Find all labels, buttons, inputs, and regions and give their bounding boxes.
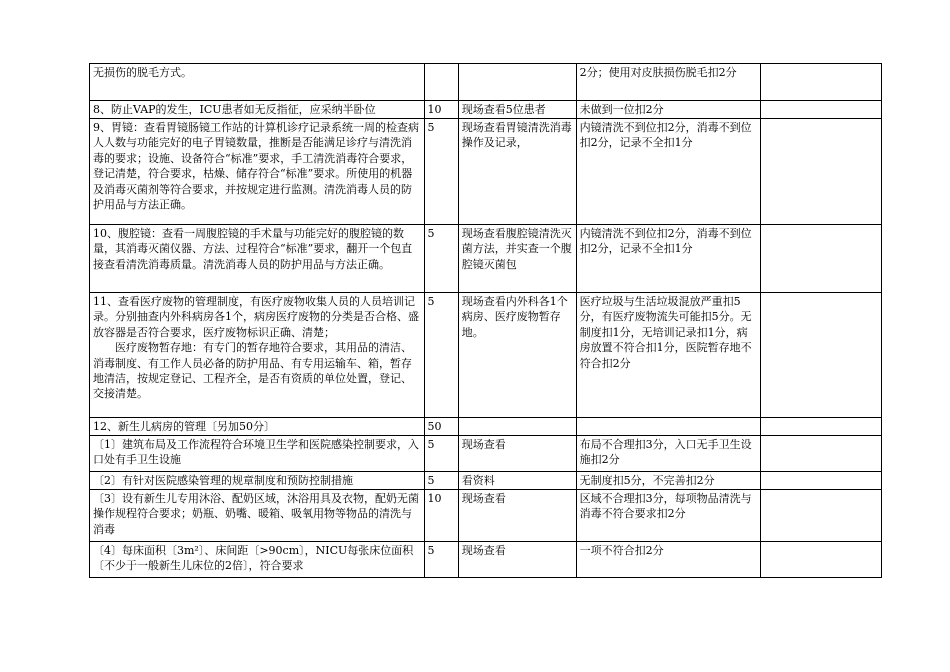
- table-row: [90, 101, 882, 119]
- note-cell: [761, 472, 882, 490]
- table-row: [90, 293, 882, 418]
- item-cell: 12、新生儿病房的管理〔另加50分〕: [90, 418, 425, 436]
- table-row: [90, 119, 882, 225]
- method-cell: 现场查看5位患者: [458, 101, 576, 119]
- item-paragraph: 11、查看医疗废物的管理制度，有医疗废物收集人员的人员培训记录。分别抽查内外科病房各1个，病房医疗废物的分类是否合格、盛放容器是否符合要求，医疗废物标识正确、清楚；: [93, 295, 419, 339]
- method-cell: 现场查看: [458, 542, 576, 578]
- deduct-cell: 未做到一位扣2分: [576, 101, 760, 119]
- score-cell: 50: [424, 418, 458, 436]
- deduct-cell: 内镜清洗不到位扣2分，消毒不到位扣2分，记录不全扣1分: [576, 119, 760, 225]
- item-cell: [90, 293, 425, 418]
- score-cell: 5: [424, 436, 458, 472]
- method-cell: 看资料: [458, 472, 576, 490]
- table-row: [90, 472, 882, 490]
- indented-text: 医疗废物暂存地：有专门的暂存地符合要求，其用品的清洁、消毒制度、有工作人员必备的防护用品、有专用运输车、箱，暂存地清洁，按规定登记、工程齐全，是否有资质的单位处置，登记、交接清楚。: [93, 341, 412, 401]
- score-cell: 5: [424, 293, 458, 418]
- score-cell: 5: [424, 472, 458, 490]
- note-cell: [761, 418, 882, 436]
- deduct-cell: 2分；使用对皮肤损伤脱毛扣2分: [576, 64, 760, 101]
- method-cell: 现场查看内外科各1个病房、医疗废物暂存地。: [458, 293, 576, 418]
- table-row: [90, 418, 882, 436]
- item-paragraph-indented: [93, 340, 421, 402]
- score-cell: 5: [424, 119, 458, 225]
- note-cell: [761, 436, 882, 472]
- method-cell: 现场查看: [458, 490, 576, 542]
- item-cell: 〔1〕建筑布局及工作流程符合环境卫生学和医院感染控制要求，入口处有手卫生设施: [90, 436, 425, 472]
- method-cell: [458, 64, 576, 101]
- evaluation-table: [89, 63, 882, 578]
- item-cell: 8、防止VAP的发生，ICU患者如无反指征，应采纳半卧位: [90, 101, 425, 119]
- table-row: [90, 225, 882, 293]
- deduct-cell: [576, 418, 760, 436]
- note-cell: [761, 293, 882, 418]
- deduct-cell: 区域不合理扣3分，每项物品清洗与消毒不符合要求扣2分: [576, 490, 760, 542]
- method-cell: 现场查看胃镜清洗消毒操作及记录，: [458, 119, 576, 225]
- deduct-cell: 无制度扣5分，不完善扣2分: [576, 472, 760, 490]
- item-cell: 〔2〕有针对医院感染管理的规章制度和预防控制措施: [90, 472, 425, 490]
- note-cell: [761, 542, 882, 578]
- method-cell: [458, 418, 576, 436]
- note-cell: [761, 119, 882, 225]
- score-cell: [424, 64, 458, 101]
- note-cell: [761, 101, 882, 119]
- deduct-cell: 医疗垃圾与生活垃圾混放严重扣5分，有医疗废物流失可能扣5分。无制度扣1分，无培训记录扣1分，病房放置不符合扣1分，医院暂存地不符合扣2分: [576, 293, 760, 418]
- method-cell: 现场查看腹腔镜清洗灭菌方法，并实查一个腹腔镜灭菌包: [458, 225, 576, 293]
- note-cell: [761, 64, 882, 101]
- item-cell: 〔3〕设有新生儿专用沐浴、配奶区域，沐浴用具及衣物，配奶无菌操作规程符合要求；奶瓶、奶嘴、暖箱、吸氧用物等物品的清洗与消毒: [90, 490, 425, 542]
- deduct-cell: 一项不符合扣2分: [576, 542, 760, 578]
- score-cell: 10: [424, 101, 458, 119]
- note-cell: [761, 490, 882, 542]
- table-row: [90, 490, 882, 542]
- table-row: [90, 436, 882, 472]
- item-cell: 无损伤的脱毛方式。: [90, 64, 425, 101]
- deduct-cell: 布局不合理扣3分，入口无手卫生设施扣2分: [576, 436, 760, 472]
- item-cell: 〔4〕每床面积〔3m²〕、床间距〔>90cm〕，NICU每张床位面积〔不少于一般新生儿床位的2倍〕，符合要求: [90, 542, 425, 578]
- table-row: [90, 542, 882, 578]
- deduct-cell: 内镜清洗不到位扣2分，消毒不到位扣2分，记录不全扣1分: [576, 225, 760, 293]
- method-cell: 现场查看: [458, 436, 576, 472]
- score-cell: 10: [424, 490, 458, 542]
- item-cell: 9、胃镜：查看胃镜肠镜工作站的计算机诊疗记录系统一周的检查病人人数与功能完好的电子胃镜数量，推断是否能满足诊疗与清洗消毒的要求；设施、设备符合“标准”要求，手工清洗消毒符合要求，登记清楚，符合要求，枯燥、储存符合“标准”要求。所使用的机器及消毒灭菌剂等符合要求，并按规定进行监测。清洗消毒人员的防护用品与方法正确。: [90, 119, 425, 225]
- table-row: [90, 64, 882, 101]
- score-cell: 5: [424, 542, 458, 578]
- item-cell: 10、腹腔镜：查看一周腹腔镜的手术量与功能完好的腹腔镜的数量，其消毒灭菌仪器、方法、过程符合“标准”要求，翻开一个包直接查看清洗消毒质量。清洗消毒人员的防护用品与方法正确。: [90, 225, 425, 293]
- score-cell: 5: [424, 225, 458, 293]
- note-cell: [761, 225, 882, 293]
